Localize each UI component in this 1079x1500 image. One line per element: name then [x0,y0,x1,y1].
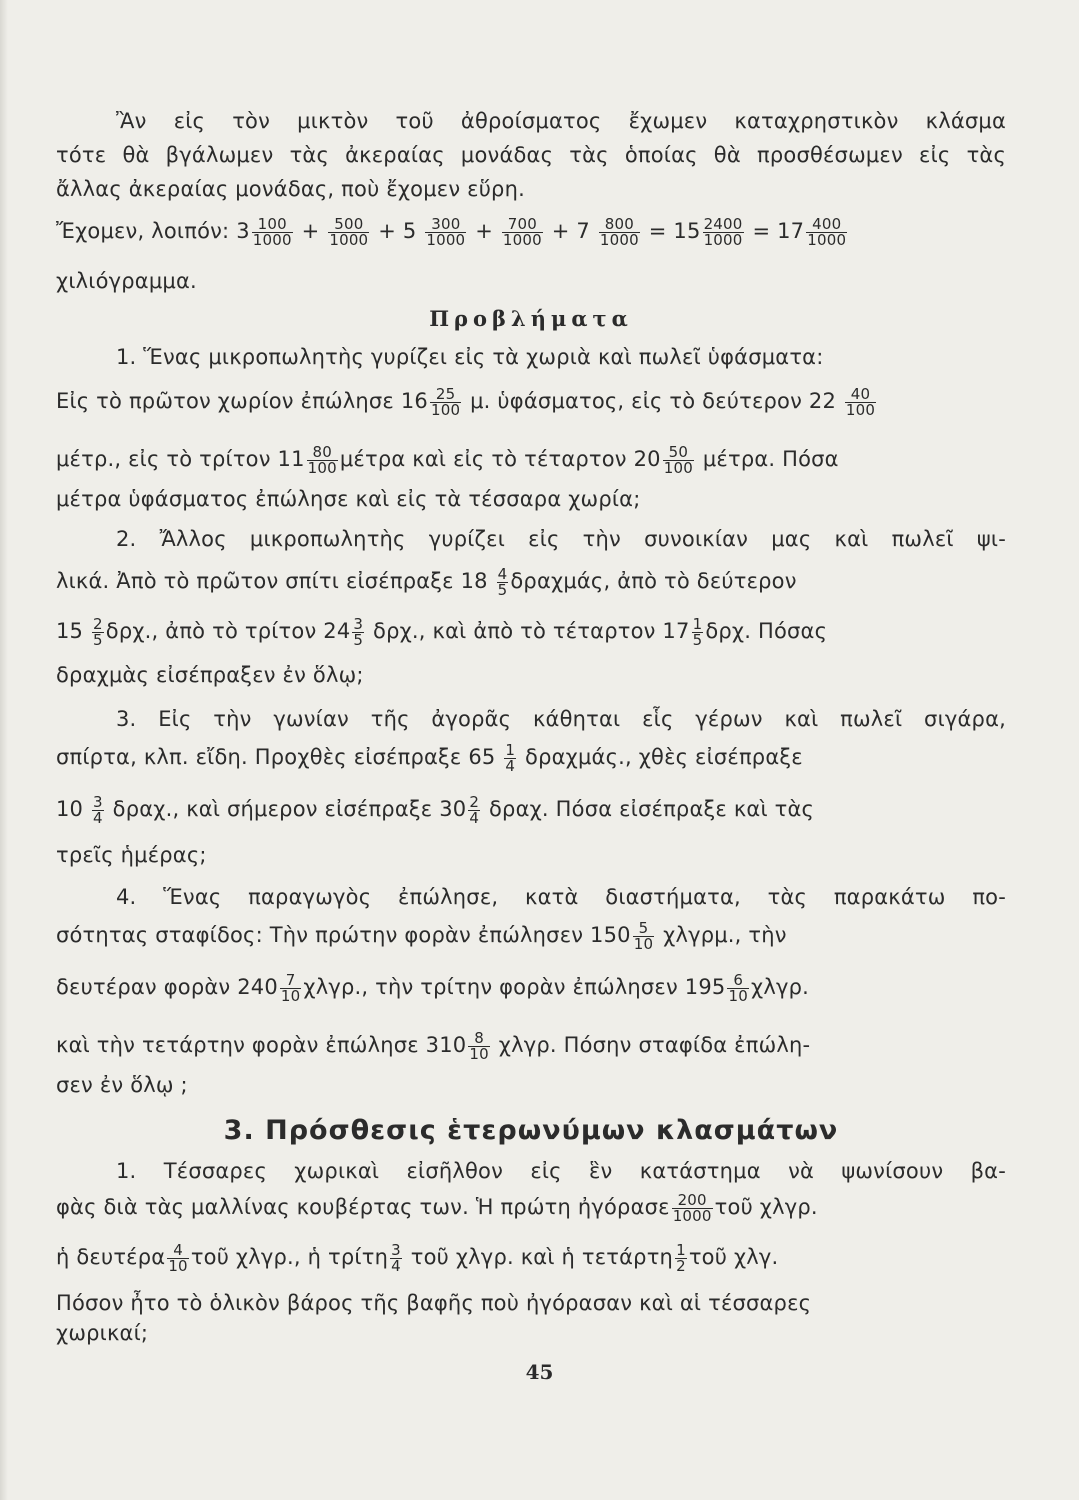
numerator: 500 [328,217,369,233]
fraction [167,1240,189,1275]
p2-line-1: 2. Ἄλλος μικροπωλητὴς γυρίζει εἰς τὴν συνοικίαν μας καὶ πωλεῖ ψι- [116,527,1006,551]
fraction [502,214,543,249]
intro-line-5: χιλιόγραμμα. [56,269,197,293]
numerator: 1 [676,1240,686,1259]
intro-line-1: Ἂν εἰς τὸν μικτὸν τοῦ ἀθροίσματος ἔχωμεν καταχρηστικὸν κλάσμα [116,109,1006,133]
fraction [425,214,466,249]
denominator: 100 [845,400,876,419]
s3p1-line-3 [56,1242,778,1274]
p4-line-5: σεν ἐν ὅλῳ ; [56,1073,188,1097]
denominator: 100 [307,458,337,477]
text-run: τοῦ χλγρ., ἡ τρίτη [190,1245,389,1269]
p3-line-1: 3. Εἰς τὴν γωνίαν τῆς ἀγορᾶς κάθηται εἷς γέρων καὶ πωλεῖ σιγάρα, [116,707,1006,731]
plus-seven: + 7 [551,219,590,243]
fraction [352,614,364,649]
text-run: χλγρ. Πόσην σταφίδα ἐπώλη- [498,1033,811,1057]
fraction [633,918,655,953]
text-run: 10 [56,797,84,821]
s3p1-line-4: Πόσον ἦτο τὸ ὁλικὸν βάρος τῆς βαφῆς ποὺ ἠγόρασαν καὶ αἱ τέσσαρες [56,1291,812,1315]
denominator: 4 [469,808,480,827]
numerator: 1 [692,614,703,633]
denominator: 2 [676,1256,686,1275]
plus-sign: + [301,219,320,243]
p1-line-1: 1. Ἕνας μικροπωλητὴς γυρίζει εἰς τὰ χωριὰ καὶ πωλεῖ ὑφάσματα: [116,345,824,369]
denominator: 4 [93,808,103,827]
numerator: 300 [425,217,466,233]
p3-line-4: τρεῖς ἡμέρας; [56,843,207,867]
fraction [92,614,104,649]
p2-line-2 [56,566,797,598]
plus-sign: + [475,219,493,243]
text-run: σότητας σταφίδος: Τὴν πρώτην φορὰν ἐπώλησεν 150 [56,923,631,947]
numerator: 7 [280,973,302,989]
numerator: 2 [469,792,480,811]
denominator: 5 [93,630,103,649]
denominator: 10 [168,1256,188,1275]
numerator: 3 [391,1240,401,1259]
text-run: δραχ. Πόσα εἰσέπραξε καὶ τὰς [488,797,815,821]
denominator: 1000 [329,230,369,249]
p4-line-4 [56,1030,810,1062]
sum-equation [56,216,849,248]
numerator: 100 [252,217,293,233]
denominator: 1000 [502,230,542,249]
text-run: 15 [56,619,84,643]
denominator: 10 [728,986,748,1005]
s3p1-line-5: χωρικαί; [56,1321,149,1345]
fraction [252,214,293,249]
numerator: 1 [505,740,516,759]
fraction [806,214,847,249]
text-run: χλγρμ., τὴν [663,923,787,947]
p4-line-1: 4. Ἕνας παραγωγὸς ἐπώλησε, κατὰ διαστήματα, τὰς παρακάτω πο- [116,885,1006,909]
denominator: 5 [353,630,364,649]
fraction [504,740,516,775]
section-3-title: 3. Πρόσθεσις ἑτερωνύμων κλασμάτων [223,1115,839,1146]
numerator: 4 [497,564,508,583]
fraction [280,970,302,1005]
fraction [675,1240,687,1275]
fraction [692,614,704,649]
p1-line-3 [56,444,839,476]
numerator: 50 [663,445,694,461]
text-run: δρχ., ἀπὸ τὸ τρίτον 24 [105,619,351,643]
problems-heading: Προβλήματα [429,306,633,331]
p2-line-4: δραχμὰς εἰσέπραξεν ἐν ὅλῳ; [56,663,364,687]
fraction [468,792,480,827]
denominator: 10 [633,934,654,953]
text-run: δευτέραν φορὰν 240 [56,975,278,999]
text-run: μ. ὑφάσματος, εἰς τὸ δεύτερον 22 [470,389,837,413]
denominator: 1000 [426,230,466,249]
denominator: 5 [692,630,703,649]
text-run: χλγρ. [750,975,809,999]
text-run: μέτρα. Πόσα [702,447,839,471]
equals-fifteen: = 15 [648,219,701,243]
fraction [703,214,744,249]
fraction [727,970,749,1005]
fraction [497,564,509,599]
text-run: δρχ. Πόσας [705,619,828,643]
numerator: 4 [167,1243,189,1259]
p1-line-4: μέτρα ὑφάσματος ἐπώλησε καὶ εἰς τὰ τέσσαρα χωρία; [56,487,641,511]
page-edge-shadow [0,0,8,1500]
numerator: 800 [599,217,640,233]
text-run: τοῦ χλγ. [688,1245,779,1269]
numerator: 2 [93,614,103,633]
text-run: δραχμάς, ἀπὸ τὸ δεύτερον [510,569,797,593]
page-number: 45 [525,1360,554,1384]
intro-line-3: ἄλλας ἀκεραίας μονάδας, ποὺ ἔχομεν εὕρη. [56,177,525,201]
p3-line-3 [56,794,814,826]
s3p1-line-1: 1. Τέσσαρες χωρικαὶ εἰσῆλθον εἰς ἓν κατάστημα νὰ ψωνίσουν βα- [116,1159,1006,1183]
text-run: λικά. Ἀπὸ τὸ πρῶτον σπίτι εἰσέπραξε 18 [56,569,488,593]
denominator: 1000 [599,230,639,249]
numerator: 40 [845,387,876,403]
p4-line-2 [56,920,787,952]
denominator: 10 [280,986,301,1005]
eq-prefix: Ἔχομεν, λοιπόν: 3 [56,219,250,243]
text-run: μέτρ., εἰς τὸ τρίτον 11 [56,447,305,471]
p3-line-2 [56,742,803,774]
numerator: 6 [727,973,749,989]
p2-line-3 [56,616,827,648]
denominator: 1000 [703,230,743,249]
numerator: 25 [430,387,461,403]
text-run: τοῦ χλγρ. [714,1195,818,1219]
text-run: Εἰς τὸ πρῶτον χωρίον ἐπώλησε 16 [56,389,428,413]
s3p1-line-2 [56,1192,818,1224]
plus-five: + 5 [378,219,417,243]
fraction [468,1028,490,1063]
text-run: δραχμάς., χθὲς εἰσέπραξε [525,745,803,769]
numerator: 3 [353,614,364,633]
numerator: 5 [633,921,655,937]
text-run: φὰς διὰ τὰς μαλλίνας κουβέρτας των. Ἡ πρώτη ἠγόρασε [56,1195,670,1219]
denominator: 10 [469,1044,489,1063]
denominator: 4 [505,756,516,775]
fraction [307,442,338,477]
equals-seventeen: = 17 [752,219,805,243]
denominator: 1000 [672,1206,712,1225]
p1-line-2 [56,386,878,418]
text-run: μέτρα καὶ εἰς τὸ τέταρτον 20 [339,447,661,471]
text-run: ἡ δευτέρα [56,1245,166,1269]
fraction [663,442,694,477]
denominator: 1000 [252,230,292,249]
numerator: 3 [93,792,103,811]
fraction [430,384,461,419]
numerator: 2400 [703,214,743,233]
text-run: τοῦ χλγρ. καὶ ἡ τετάρτη [410,1245,674,1269]
fraction [92,792,104,827]
numerator: 80 [307,445,338,461]
p4-line-3 [56,972,809,1004]
denominator: 1000 [807,230,847,249]
denominator: 100 [430,400,461,419]
text-run: χλγρ., τὴν τρίτην φορὰν ἐπώλησεν 195 [303,975,726,999]
denominator: 4 [391,1256,401,1275]
fraction [672,1190,713,1225]
text-run: δρχ., καὶ ἀπὸ τὸ τέταρτον 17 [373,619,690,643]
numerator: 400 [806,217,847,233]
numerator: 8 [468,1031,490,1047]
fraction [599,214,640,249]
numerator: 700 [502,217,543,233]
fraction [390,1240,402,1275]
denominator: 5 [497,580,508,599]
text-run: σπίρτα, κλπ. εἴδη. Προχθὲς εἰσέπραξε 65 [56,745,496,769]
numerator: 200 [672,1193,713,1209]
fraction [845,384,876,419]
intro-line-2: τότε θὰ βγάλωμεν τὰς ἀκεραίας μονάδας τὰς ὁποίας θὰ προσθέσωμεν εἰς τὰς [56,143,1006,167]
denominator: 100 [663,458,693,477]
fraction [328,214,369,249]
text-run: καὶ τὴν τετάρτην φορὰν ἐπώλησε 310 [56,1033,467,1057]
text-run: δραχ., καὶ σήμερον εἰσέπραξε 30 [112,797,467,821]
